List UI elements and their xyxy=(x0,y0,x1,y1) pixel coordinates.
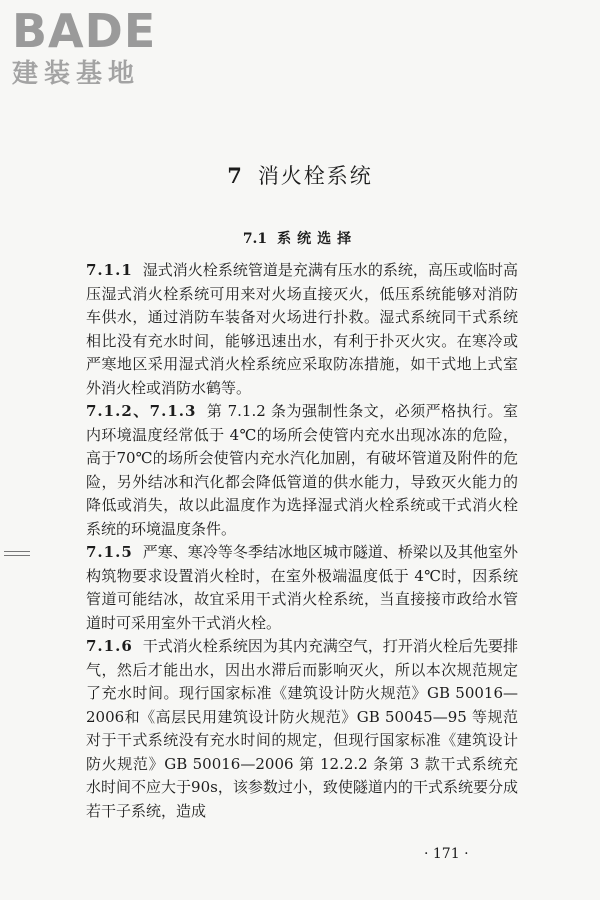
chapter-number: 7 xyxy=(227,163,244,188)
clause-label: 7.1.6 xyxy=(86,637,133,655)
clause-text: 严寒、寒冷等冬季结冰地区城市隧道、桥梁以及其他室外构筑物要求设置消火栓时，在室外极端温度低于 4℃时，因系统管道可能结冰，故宜采用干式消火栓系统，当直接接市政给水管道时可采用室外干式消火栓。 xyxy=(86,543,518,632)
margin-binding-mark xyxy=(4,551,30,556)
chapter-title: 消火栓系统 xyxy=(257,164,373,188)
clause-label: 7.1.5 xyxy=(86,543,133,561)
bade-logo xyxy=(12,6,156,90)
section-heading xyxy=(0,228,600,248)
clause-text: 第 7.1.2 条为强制性条文，必须严格执行。室内环境温度经常低于 4℃的场所会使管内充水出现冰冻的危险，高于70℃的场所会使管内充水汽化加剧，有破坏管道及附件的危险，另外结冰和汽化都会降低管道的供水能力，导致灭火能力的降低或消失，故以此温度作为选择湿式消火栓系统或干式消火栓系统的环境温度条件。 xyxy=(86,402,518,538)
paragraph-7-1-6 xyxy=(86,635,518,823)
paragraph-7-1-1 xyxy=(86,259,518,400)
chapter-heading xyxy=(0,160,600,190)
page-number: · 171 · xyxy=(424,846,469,862)
clause-text: 干式消火栓系统因为其内充满空气，打开消火栓后先要排气，然后才能出水，因出水滞后而影响灭火，所以本次规范规定了充水时间。现行国家标准《建筑设计防火规范》GB 50016—2006和《高层民用建筑设计防火规范》GB 50045—95 等规范对于干式系统没有充水时间的规定，但现行国家标准《建筑设计防火规范》GB 50016—2006 第 12.2.2 条第 3 款干式系统充水时间不应大于90s，该参数过小，致使隧道内的干式系统要分成若干子系统，造成 xyxy=(86,637,518,820)
logo-subtitle: 建装基地 xyxy=(12,59,141,89)
logo-wordmark: BADE xyxy=(12,4,157,58)
clause-label: 7.1.1 xyxy=(86,261,133,279)
section-title: 系统选择 xyxy=(277,231,358,247)
paragraph-7-1-2-7-1-3 xyxy=(86,400,518,541)
clause-text: 湿式消火栓系统管道是充满有压水的系统，高压或临时高压湿式消火栓系统可用来对火场直接灭火，低压系统能够对消防车供水，通过消防车装备对火场进行扑救。湿式系统同干式系统相比没有充水时间，能够迅速出水，有利于扑灭火灾。在寒冷或严寒地区采用湿式消火栓系统应采取防冻措施，如干式地上式室外消火栓或消防水鹤等。 xyxy=(86,261,518,397)
section-number: 7.1 xyxy=(242,231,268,247)
clause-label: 7.1.2、7.1.3 xyxy=(86,402,197,420)
document-body xyxy=(86,259,518,823)
paragraph-7-1-5 xyxy=(86,541,518,635)
